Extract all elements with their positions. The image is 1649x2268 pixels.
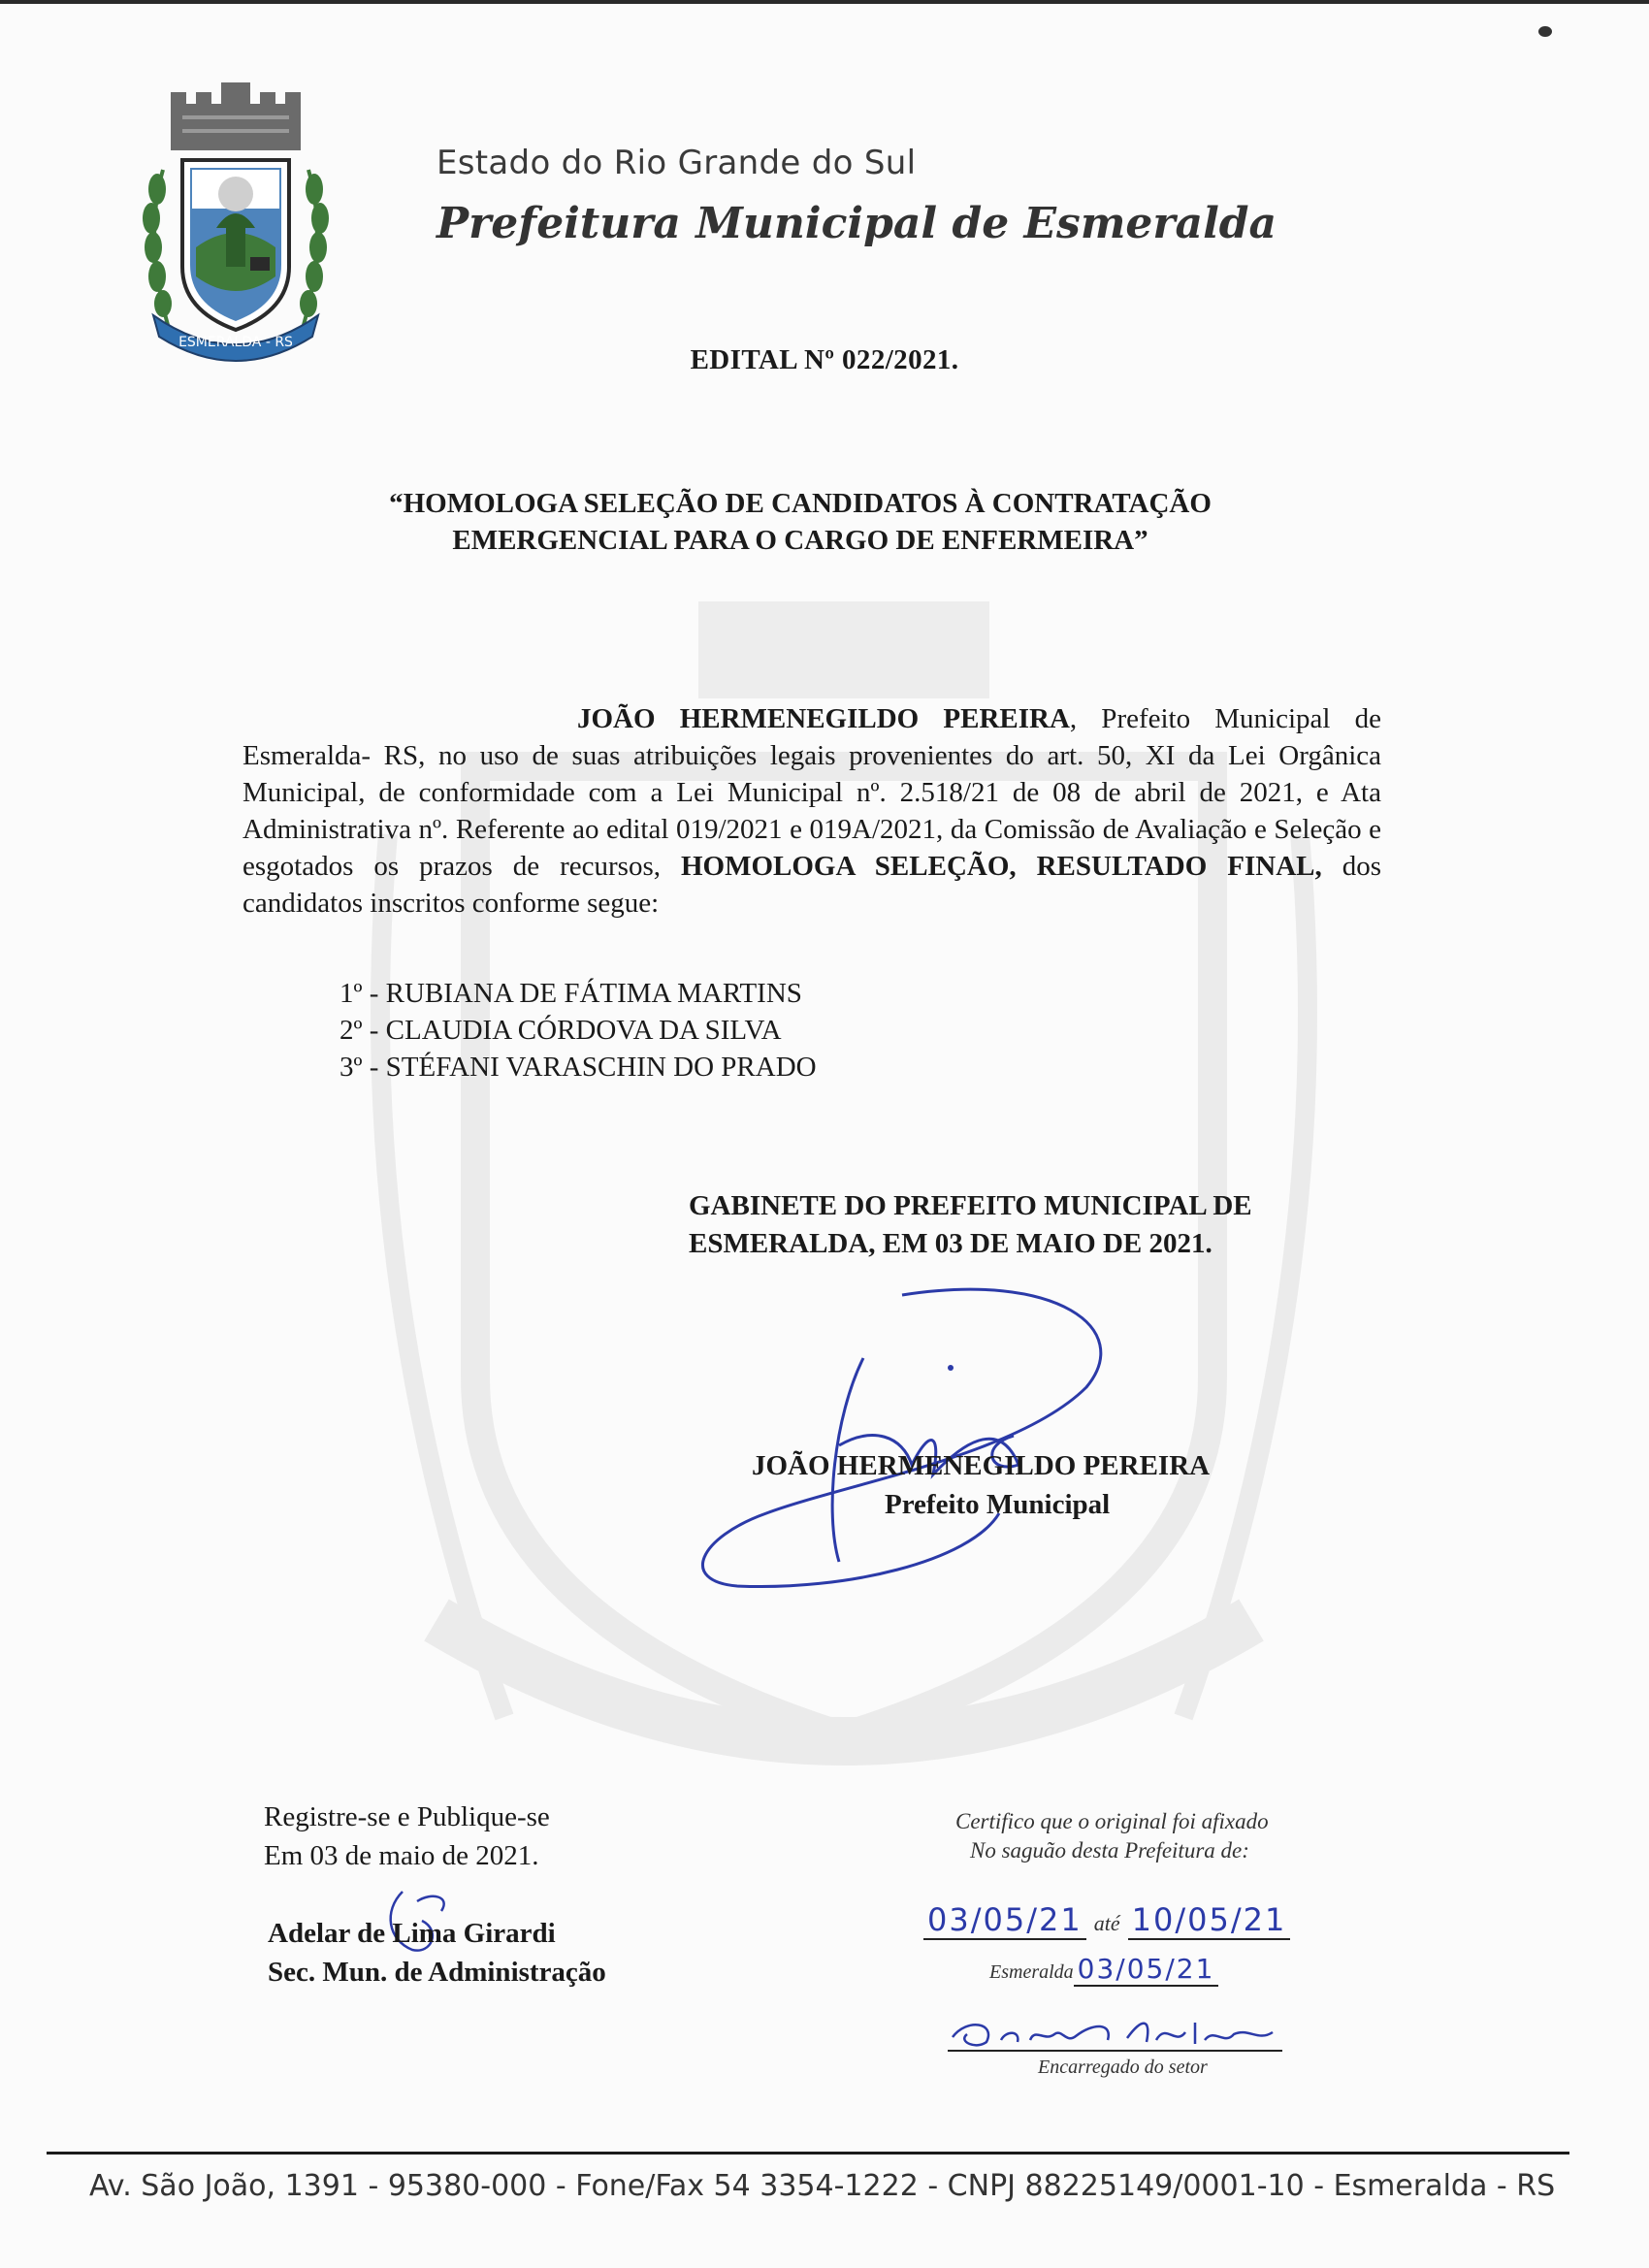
gabinete-line-1: GABINETE DO PREFEITO MUNICIPAL DE [689,1190,1252,1221]
state-name: Estado do Rio Grande do Sul [436,144,917,182]
stamp-place-date [989,1953,1218,1985]
stamp-place-label: Esmeralda [989,1961,1074,1983]
subject-line-1: “HOMOLOGA SELEÇÃO DE CANDIDATOS À CONTRATAÇÃO [389,488,1212,519]
stamp-ate: até [1093,1911,1120,1935]
body-paragraph [242,700,1381,922]
mayor-signature [679,1271,1145,1591]
stamp-line-2: No saguão desta Prefeitura de: [970,1838,1249,1863]
crest-tower [171,82,301,150]
footer-divider [47,2152,1569,2155]
register-line-1: Registre-se e Publique-se [264,1801,550,1832]
footer-address: Av. São João, 1391 - 95380-000 - Fone/Fax 54 3354-1222 - CNPJ 88225149/0001-10 - Esmeralda - RS [89,2169,1556,2203]
page-top-edge [0,0,1649,4]
body-text-1: , Prefeito Municipal de Esmeralda- RS, no uso de suas atribuições legais provenientes do art. 50, XI da Lei Orgânica Municipal, de conformidade com a Lei Municipal nº. 2.518/21 de 08 de abril de 2021, e Ata Administrativa nº. Referente ao edital 019/2021 e 019A/2021, da Comissão de Avaliação e Seleção e esgotados os prazos de recursos, [242,703,1381,882]
edital-title: EDITAL Nº 022/2021. [690,344,959,375]
stamp-from-date: 03/05/21 [923,1901,1086,1940]
register-line-2: Em 03 de maio de 2021. [264,1840,539,1871]
signer-role: Prefeito Municipal [885,1489,1111,1520]
secretary-block [268,1914,606,1992]
stamp-to-date: 10/05/21 [1128,1901,1291,1940]
stamp-place-date-value: 03/05/21 [1074,1953,1219,1987]
mayor-name: JOÃO HERMENEGILDO PEREIRA [577,703,1070,734]
candidate-list [340,975,817,1085]
stamp-line-1: Certifico que o original foi afixado [955,1809,1269,1833]
prefeitura-name: Prefeitura Municipal de Esmeralda [436,199,1277,248]
stamp-signature-line [948,2050,1282,2052]
municipal-crest-logo [124,82,347,373]
posting-certificate-stamp [912,1809,1339,2090]
secretary-name: Adelar de Lima Girardi [268,1918,556,1949]
body-bold-2: HOMOLOGA SELEÇÃO, RESULTADO FINAL, [680,851,1322,882]
gabinete-closing [689,1187,1252,1263]
candidate-item: 2º - CLAUDIA CÓRDOVA DA SILVA [340,1015,782,1046]
secretary-role: Sec. Mun. de Administração [268,1957,606,1988]
clerk-signature [948,2013,1277,2052]
subject-line-2: EMERGENCIAL PARA O CARGO DE ENFERMEIRA” [452,525,1148,556]
edital-subject [291,485,1310,559]
crest-ribbon-text: ESMERALDA - RS [178,335,293,350]
scan-speck [1538,26,1552,37]
candidate-item: 1º - RUBIANA DE FÁTIMA MARTINS [340,978,802,1009]
body-text-2: dos candidatos inscritos conforme segue: [242,851,1381,919]
stamp-role: Encarregado do setor [1038,2057,1208,2078]
register-publish-note [264,1798,550,1875]
signer-name: JOÃO HERMENEGILDO PEREIRA [752,1450,1211,1481]
gabinete-line-2: ESMERALDA, EM 03 DE MAIO DE 2021. [689,1228,1212,1259]
crest-right-branch [300,170,329,325]
candidate-item: 3º - STÉFANI VARASCHIN DO PRADO [340,1052,817,1083]
crest-left-branch [143,170,172,325]
stamp-date-range [923,1901,1290,1938]
